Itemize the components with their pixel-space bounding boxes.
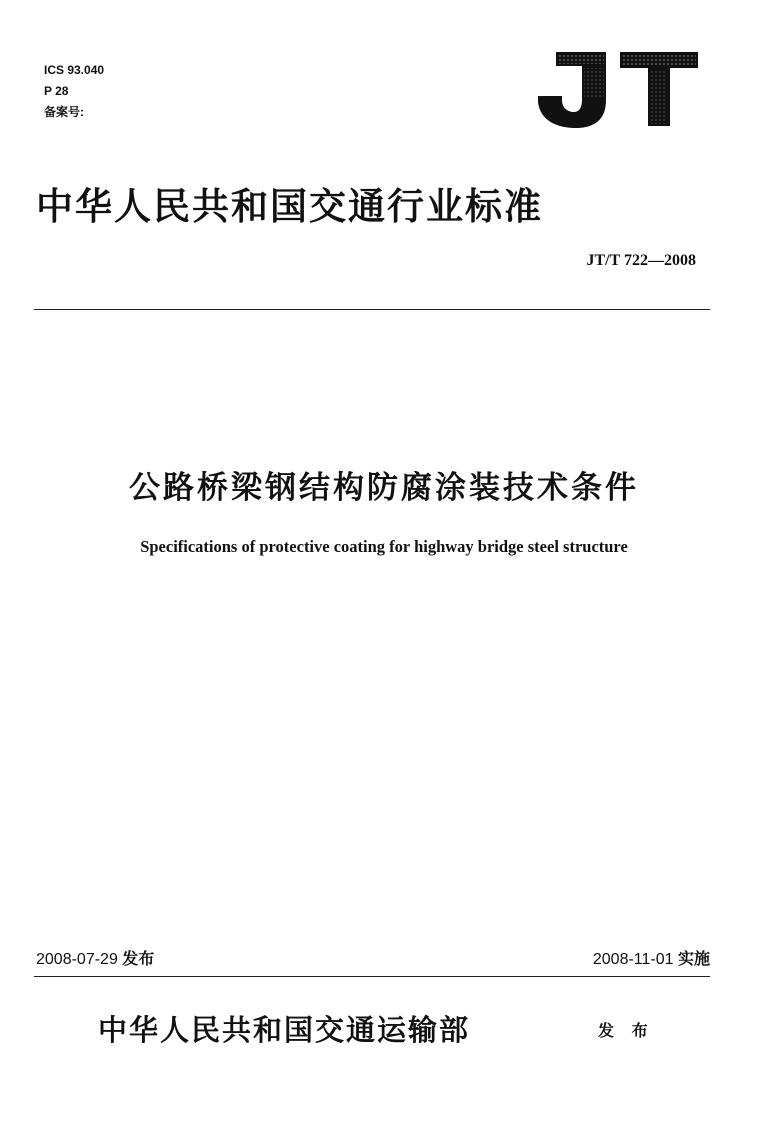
record-number-label: 备案号:	[44, 105, 84, 119]
issue-label: 发布	[122, 949, 155, 968]
ics-number: ICS 93.040	[44, 63, 105, 77]
document-title-english: Specifications of protective coating for highway bridge steel structure	[140, 537, 628, 556]
implementation-date: 2008-11-01	[592, 951, 674, 968]
issue-date-line	[36, 946, 154, 969]
document-title-chinese: 公路桥梁钢结构防腐涂装技术条件	[129, 470, 639, 506]
standard-category-title: 中华人民共和国交通行业标准	[36, 184, 543, 228]
top-divider	[34, 309, 710, 310]
jt-logo	[534, 46, 700, 130]
issue-date: 2008-07-29	[36, 951, 118, 968]
bottom-divider	[34, 976, 710, 977]
publish-label: 发 布	[598, 1021, 654, 1040]
ccs-number: P 28	[44, 84, 69, 98]
implementation-date-line	[593, 946, 710, 969]
standard-code: JT/T 722—2008	[586, 252, 696, 269]
standard-metadata	[44, 60, 104, 123]
publisher-name: 中华人民共和国交通运输部	[98, 1013, 471, 1047]
implementation-label: 实施	[677, 949, 710, 968]
